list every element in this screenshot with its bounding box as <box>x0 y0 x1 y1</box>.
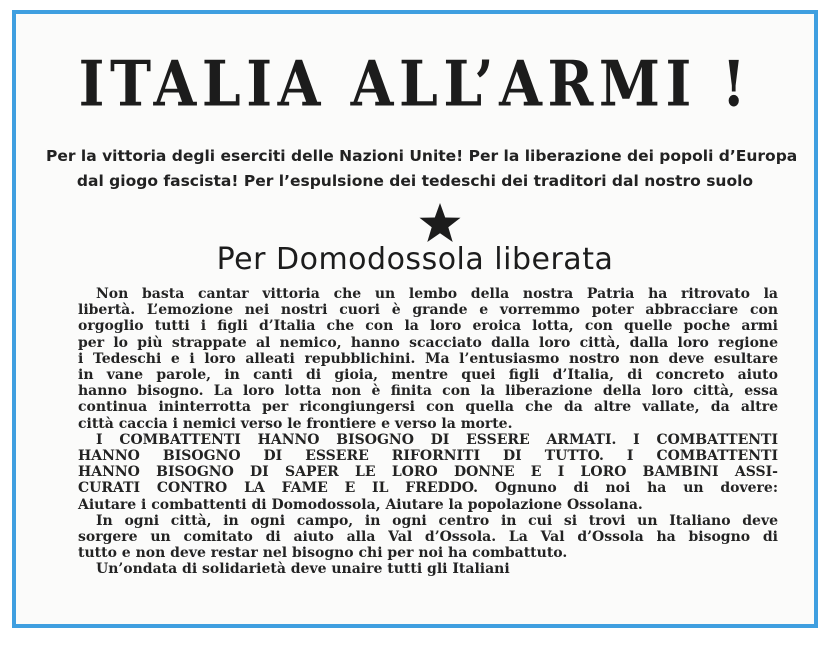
body-text <box>78 286 778 578</box>
body-line: sorgere un comitato di aiuto alla Val d’Ossola. La Val d’Ossola ha bisogno di <box>78 529 778 546</box>
body-line: hanno bisogno. La loro lotta non è finita con la liberazione della loro città, essa <box>78 383 778 400</box>
body-line: CURATI CONTRO LA FAME E IL FREDDO. Ognuno di noi ha un dovere: <box>78 480 778 497</box>
star-icon <box>418 202 462 244</box>
body-line: per lo più strappate al nemico, hanno scacciato dalla loro città, dalla loro regione <box>78 334 778 351</box>
body-line: città caccia i nemici verso le frontiere e verso la morte. <box>78 415 513 432</box>
poster-frame <box>12 10 818 628</box>
body-line: HANNO BISOGNO DI ESSERE RIFORNITI DI TUTTO. I COMBATTENTI <box>78 448 778 465</box>
poster-title: ITALIA ALL’ARMI ! <box>78 48 752 122</box>
body-line: tutto e non deve restar nel bisogno chi per noi ha combattuto. <box>78 545 568 562</box>
body-line: orgoglio tutti i figli d’Italia che con la loro eroica lotta, con quelle poche armi <box>78 318 778 335</box>
subtitle-line: dal giogo fascista! Per l’espulsione dei tedeschi dei traditori dal nostro suolo <box>76 172 754 190</box>
poster-subtitle <box>46 144 798 194</box>
body-line: continua ininterrotta per ricongiungersi con quella che da altre vallate, da altre <box>78 399 778 416</box>
subtitle-line: Per la vittoria degli eserciti delle Nazioni Unite! Per la liberazione dei popoli d’Europa <box>46 147 798 165</box>
body-line: In ogni città, in ogni campo, in ogni centro in cui si trovi un Italiano deve <box>96 512 778 529</box>
body-line: Aiutare i combattenti di Domodossola, Aiutare la popolazione Ossolana. <box>78 496 643 513</box>
body-line: I COMBATTENTI HANNO BISOGNO DI ESSERE ARMATI. I COMBATTENTI <box>96 431 778 448</box>
section-heading: Per Domodossola liberata <box>216 242 614 277</box>
body-line: HANNO BISOGNO DI SAPER LE LORO DONNE E I LORO BAMBINI ASSI- <box>78 464 778 481</box>
body-line: Non basta cantar vittoria che un lembo della nostra Patria ha ritrovato la <box>96 286 778 302</box>
body-line: libertà. L’emozione nei nostri cuori è grande e vorremmo poter abbracciare con <box>78 302 778 319</box>
body-line: Un’ondata di solidarietà deve unaire tutti gli Italiani <box>96 561 510 578</box>
body-line: in vane parole, in canti di gioia, mentre quei figli d’Italia, di concreto aiuto <box>78 367 778 384</box>
body-line: i Tedeschi e i loro alleati repubblichini. Ma l’entusiasmo nostro non deve esultare <box>78 350 778 367</box>
